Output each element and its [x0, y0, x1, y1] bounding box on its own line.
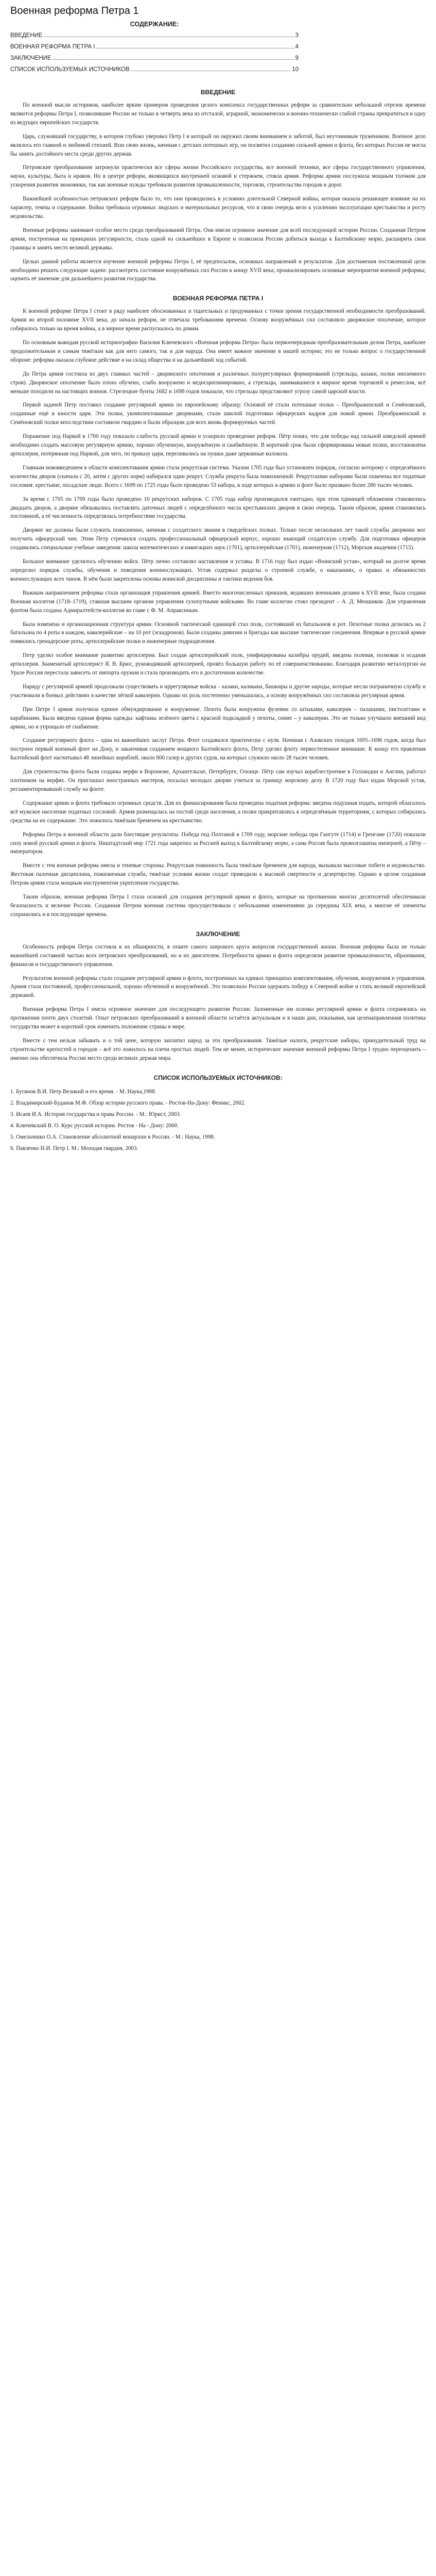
- reform-paragraph: Важным направлением реформы стала организация управления армией. Вместо многочисленных приказов, ведавших военными делами в XVII веке, была создана Военная коллегия (1718–1719), ставшая высшим органом управления сухопутными войсками. Во главе коллегии стоял президент – А. Д. Меншиков. Для управления флотом была создана Адмиралтейств-коллегия во главе с Ф. М. Апраксиным.: [10, 589, 426, 614]
- toc-item[interactable]: [10, 53, 299, 64]
- reference-item: 2. Владимирский-Буданов М.Ф. Обзор истории русского права. - Ростов-На-Дону: Феникс, 2002.: [10, 1099, 246, 1106]
- reform-paragraph: Создание регулярного флота – одна из важнейших заслуг Петра. Флот создавался практически с нуля. Начиная с Азовских походов 1695–1696 годов, когда был построен первый военный флот на Дону, и заканчивая созданием мощного Балтийского флота, Петр уделял флоту первостепенное внимание. К концу его правления Балтийский флот насчитывал 48 линейных кораблей, около 800 галер и других судов, на которых служило около 28 тысяч человек.: [10, 737, 426, 761]
- reform-paragraph: Реформы Петра в военной области дали блестящие результаты. Победа под Полтавой в 1709 году, морские победы при Гангуте (1714) и Гренгаме (1720) показали силу новой русской армии и флота. Ништадтский мир 1721 года закрепил за Россией выход к Балтийскому морю, а сама Россия была провозглашена империей, а Пётр – императором.: [10, 831, 426, 855]
- toc-item-label: ВВЕДЕНИЕ: [10, 32, 43, 39]
- reference-item: 4. Ключевский В. О. Курс русской истории. Ростов - На - Дону: 2000.: [10, 1122, 179, 1129]
- reform-paragraph: Вместе с тем военная реформа имела и теневые стороны. Рекрутская повинность была тяжёлым бременем для народа, вызывала массовые побеги и недовольство. Жестокая палочная дисциплина, пожизненная служба, тяжёлые условия жизни солдат приводили к высокой смертности и дезертирству. Однако в целом созданная Петром армия стала мощным инструментом укрепления государства.: [10, 862, 426, 887]
- conclusion-section: [10, 943, 426, 1063]
- toc-item[interactable]: [10, 30, 299, 41]
- toc-leader-dots: [53, 59, 294, 60]
- conclusion-heading: ЗАКЛЮЧЕНИЕ: [196, 930, 240, 938]
- toc-item-label: ЗАКЛЮЧЕНИЕ: [10, 55, 51, 61]
- reform-paragraph: Поражение под Нарвой в 1700 году показало слабость русской армии и ускорило проведение реформ. Пётр понял, что для победы над сильной шведской армией необходимо создать массовую регулярную армию, хорошо обученную, вооружённую и снабжённую. В короткий срок были сформированы новые полки, восстановлена артиллерия, потерянная под Нарвой, для чего, по приказу царя, переливались на пушки даже церковные колокола.: [10, 433, 426, 457]
- toc-item[interactable]: [10, 41, 299, 53]
- document-page: [0, 3, 436, 2576]
- reform-paragraph: Была изменена и организационная структура армии. Основной тактической единицей стал полк, состоявший из батальонов и рот. Пехотные полки делились на 2 батальона по 4 роты в каждом, кавалерийские – на 10 рот (эскадронов). Были созданы дивизии и бригады как высшие тактические соединения. Впервые в русской армии появились гренадерские роты, артиллерийские полки и инженерные подразделения.: [10, 621, 426, 645]
- reform-paragraph: За время с 1705 по 1709 годы было проведено 10 рекрутских наборов. С 1705 года набор производился ежегодно, при этом единицей обложения становились двадцать дворов, а дворяне обязывались поставлять даточных людей с определённого числа крестьянских дворов в свою очередь. Таким образом, армия становилась постоянной, а её численность определялась потребностями государства.: [10, 496, 426, 520]
- intro-paragraph: Военные реформы занимают особое место среди преобразований Петра. Они имели огромное значение для всей последующей истории России. Созданная Петром армия, построенная на принципах регулярности, стала одной из сильнейших в Европе и позволила России добиться выхода к Балтийскому морю, расширить свои границы и занять место великой державы.: [10, 227, 426, 251]
- reform-section: [10, 307, 426, 919]
- toc-item-page: 9: [295, 55, 299, 61]
- reference-item: 6. Павленко Н.И. Петр I. М.: Молодая гвардия, 2003.: [10, 1145, 138, 1151]
- reform-paragraph: При Петре I армия получила единое обмундирование и вооружение. Пехота была вооружена фузеями со штыками, кавалерия – палашами, пистолетами и карабинами. Была введена единая форма одежды: кафтаны зелёного цвета с красной подкладкой у пехоты, синие – у кавалерии. Это не только улучшало внешний вид армии, но и упрощало её снабжение.: [10, 706, 426, 730]
- intro-heading: ВВЕДЕНИЕ: [200, 89, 236, 96]
- reform-heading: ВОЕННАЯ РЕФОРМА ПЕТРА I: [172, 295, 264, 302]
- toc-item-page: 4: [295, 44, 299, 50]
- reform-paragraph: К военной реформе Петра I стоит в ряду наиболее обоснованных и тщательных и продуманных с точки зрения государственной необходимости преобразований. Армия во второй половине XVII века, до начала реформ, не отвечала требованиям времени. Основу вооружённых сил составляло дворянское ополчение, которое собиралось только на время войны, а в мирное время распускалось по домам.: [10, 308, 426, 332]
- intro-section: [10, 101, 426, 283]
- conclusion-paragraph: Военная реформа Петра I имела огромное значение для последующего развития России. Заложенные им основы регулярной армии и флота сохранялись на протяжении почти двух столетий. Опыт петровских преобразований в военной области остаётся актуальным и в наши дни, показывая, как целенаправленная политика государства может в короткий срок изменить положение страны в мире.: [10, 1006, 426, 1030]
- reform-paragraph: Первой задачей Петр поставил создание регулярной армии по европейскому образцу. Основой её стали потешные полки – Преображенский и Семёновский, созданные ещё в юности царя. Эти полки, укомплектованные дворянами, стали школой подготовки офицерских кадров для новой армии. Преображенский и Семёновский полки впоследствии составили гвардию и были образцом для всех вновь формируемых частей.: [10, 402, 426, 426]
- intro-paragraph: Петровские преобразования затронули практически все сферы жизни Российского государства, все военной техники, все сферы государственного управления, науки, культуры, быта и нравов. Но в центре реформ, являющихся внутренней основой и стержнем, стояла армия. Реформа армии послужила мощным толчком для ускорения развития экономики, так как военные нужды требовали развития промышленности, торговли, строительства городов и дорог.: [10, 164, 426, 189]
- reform-paragraph: Петр уделял особое внимание развитию артиллерии. Был создан артиллерийский полк, унифицированы калибры орудий, введена полевая, полковая и осадная артиллерия. Знаменитый артиллерист Я. В. Брюс, руководивший артиллерией, провёл большую работу по её совершенствованию. Благодаря развитию металлургии на Урале Россия перестала зависеть от импорта оружия и стала производить его в достаточном количестве.: [10, 652, 426, 676]
- reference-item: 5. Омельченко О.А. Становление абсолютной монархии в России. - М.: Наука, 1998.: [10, 1133, 215, 1140]
- intro-paragraph: Важнейшей особенностью петровских реформ было то, что они проводились в условиях длительной Северной войны, которая оказала решающее влияние на их характер, темпы и содержание. Война требовала огромных людских и материальных ресурсов, что в свою очередь вело к усилению эксплуатации крестьянства и росту недовольства.: [10, 196, 426, 219]
- reference-item: 3. Исаев И.А. История государства и права России. - М.: Юрист, 2003.: [10, 1111, 181, 1117]
- toc-item-label: СПИСОК ИСПОЛЬЗУЕМЫХ ИСТОЧНИКОВ: [10, 66, 130, 73]
- references-heading: СПИСОК ИСПОЛЬЗУЕМЫХ ИСТОЧНИКОВ:: [153, 1074, 283, 1081]
- intro-paragraph: Царь, служивший государству, в котором глубоко уверовал Петр I и который он окружил своим вниманием и заботой, был неутомимым тружеником. Военное дело являлось его главной и любимой стихией. Всю свою жизнь, начиная с детских потешных игр, он посвятил созданию сильной армии и флота, без которых Россия не могла бы занять достойного места среди других держав.: [10, 133, 426, 157]
- toc-item-label: ВОЕННАЯ РЕФОРМА ПЕТРА I: [10, 44, 95, 50]
- reform-paragraph: Наряду с регулярной армией продолжали существовать и иррегулярные войска – казаки, калмыки, башкиры и другие народы, которые несли пограничную службу и участвовали в боевых действиях в качестве лёгкой кавалерии. Однако их роль постепенно уменьшалась, а основу вооружённых сил составляла регулярная армия.: [10, 683, 426, 699]
- intro-paragraph: По военной мысли историков, наиболее ярким примером проведения целого комплекса государственных реформ за сравнительно небольшой отрезок времени являются реформы Петра I, позволившие России не только в четверть века из отсталой, аграрной, экономически и военно-технически слабой страны превратиться в одну из ведущих европейских государств.: [10, 102, 426, 126]
- intro-paragraph: Целью данной работы является изучение военной реформы Петра I, её предпосылок, основных направлений и результатов. Для достижения поставленной цели необходимо решить следующие задачи: рассмотреть состояние вооружённых сил России к концу XVII века; проанализировать основные мероприятия военной реформы; оценить её значение для дальнейшего развития государства.: [10, 258, 426, 282]
- reform-paragraph: Главным нововведением в области комплектования армии стала рекрутская система. Указом 1705 года был установлен порядок, согласно которому с определённого количества дворов (сначала с 20, затем с других норм) набирался один рекрут. Служба рекрута была пожизненной. Рекрутскими наборами были охвачены все податные сословия: крестьяне, посадские люди. Всего с 1699 по 1725 годы было проведено 53 набора, в ходе которых в армию и флот было призвано более 280 тысяч человек.: [10, 464, 426, 488]
- toc-item[interactable]: [10, 64, 299, 75]
- table-of-contents: [10, 19, 299, 75]
- reform-paragraph: Большое внимание уделялось обучению войск. Пётр лично составлял наставления и уставы. В 1716 году был издан «Воинский устав», который на долгое время определил порядок службы, обучения и поведения военнослужащих. Устав содержал разделы о строевой службе, о наказаниях, о правах и обязанностях военнослужащих всех чинов. В нём были закреплены основы воинской дисциплины и тактики ведения боя.: [10, 558, 426, 582]
- toc-item-page: 10: [292, 66, 299, 73]
- conclusion-paragraph: Результатом военной реформы стало создание регулярной армии и флота, построенных на единых принципах комплектования, обучения, вооружения и управления. Армия стала постоянной, профессиональной, хорошо обученной и вооружённой. Это позволило России одержать победу в Северной войне и стать великой европейской державой.: [10, 975, 426, 999]
- reform-paragraph: До Петра армия состояла из двух главных частей – дворянского ополчения и различных полурегулярных формирований (стрельцы, казаки, полки иноземного строя). Дворянское ополчение было плохо обучено, слабо вооружено и недисциплинировано, а стрельцы, занимавшиеся в мирное время торговлей и ремеслом, всё меньше походили на настоящих воинов. Стрелецкие бунты 1682 и 1698 годов показали, что стрельцы представляют угрозу самой царской власти.: [10, 370, 426, 395]
- reform-paragraph: Таким образом, военная реформа Петра I стала основой для создания регулярной армии и флота, которые на протяжении многих десятилетий обеспечивали безопасность и величие России. Созданная Петром военная система просуществовала с небольшими изменениями до середины XIX века, а многие её элементы сохранились и в последующие времена.: [10, 894, 426, 918]
- reform-paragraph: По основным выводам русской историографии Василия Ключевского «Военная реформа Петра» была первоочередным преобразовательным делом Петра, наиболее продолжительным и самым тяжёлым как для него самого, так и для народа. Она имеет важное значение в нашей истории; это не только вопрос о государственной обороне: реформа оказала глубокое действие и на склад общества и на дальнейший ход событий.: [10, 340, 426, 363]
- reform-paragraph: Содержание армии и флота требовало огромных средств. Для их финансирования была проведена податная реформа: введена подушная подать, которой облагалось всё мужское население податных сословий. Армия размещалась на постой среди населения, а полки прикреплялись к определённым территориям, с которых собирались средства на их содержание. Это ложилось тяжёлым бременем на крестьянство.: [10, 800, 426, 824]
- document-title: Военная реформа Петра 1: [10, 5, 139, 16]
- toc-heading: СОДЕРЖАНИЕ:: [130, 21, 179, 28]
- reform-paragraph: Дворяне же должны были служить пожизненно, начиная с солдатского звания в гвардейских полках. Только после нескольких лет такой службы дворянин мог получить офицерский чин. Этим Петр стремился создать профессиональный офицерский корпус, хорошо знающий солдатскую службу. Для подготовки офицеров создавались специальные учебные заведения: школа математических и навигацких наук (1701), артиллерийская (1701), инженерная (1712), Морская академия (1715).: [10, 527, 426, 551]
- reform-paragraph: Для строительства флота были созданы верфи в Воронеже, Архангельске, Петербурге, Олонце. Пётр сам изучал кораблестроение в Голландии и Англии, работал плотником на верфях. Он приглашал иностранных мастеров, посылал молодых дворян учиться за границу морскому делу. В 1720 году был издан Морской устав, регламентировавший службу на флоте.: [10, 769, 426, 792]
- toc-item-page: 3: [295, 32, 299, 39]
- references-list: [10, 1087, 426, 1154]
- reference-item: 1. Бугвнов В.И. Петр Великий и его время. - М.:Наука,1998.: [10, 1088, 156, 1095]
- conclusion-paragraph: Вместе с тем нельзя забывать и о той цене, которую заплатил народ за эти преобразования. Тяжёлые налоги, рекрутские наборы, принудительный труд на строительстве крепостей и городов – всё это ложилось на плечи простых людей. Тем не менее, историческое значение военной реформы Петра I трудно переоценить – именно она обеспечила России место среди великих держав мира.: [10, 1037, 426, 1061]
- conclusion-paragraph: Особенность реформ Петра состояла в их обширности, в охвате самого широкого круга вопросов государственной жизни. Военная реформа была не только важнейшей составной частью всех петровских преобразований, но и их двигателем. Потребности армии и флота определяли развитие промышленности, образования, финансов и государственного управления.: [10, 943, 426, 968]
